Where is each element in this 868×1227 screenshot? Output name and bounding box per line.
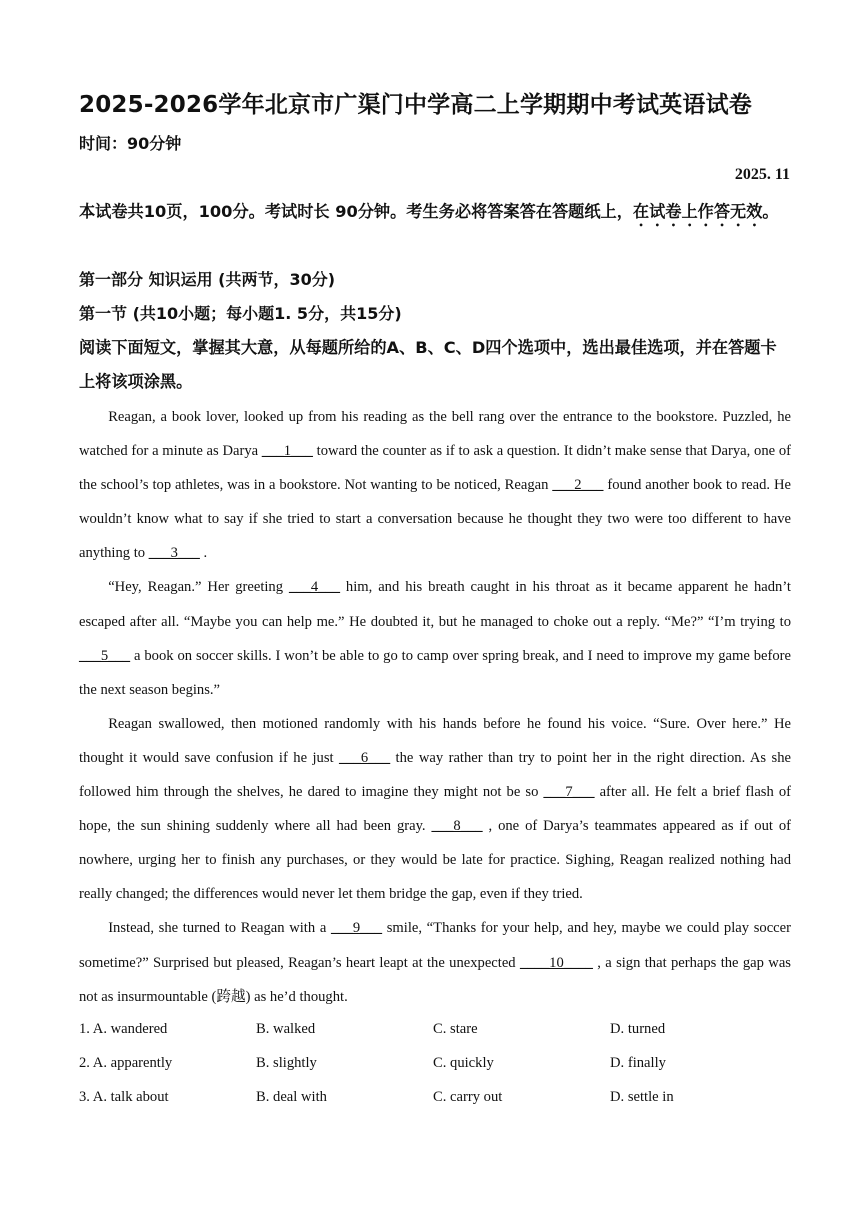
question-row-2	[79, 1049, 791, 1083]
blank-8: ___8___	[431, 818, 483, 835]
blank-4: ___4___	[288, 579, 341, 596]
passage-paragraph-4	[79, 911, 791, 1013]
part-title: 第一部分 知识运用 (共两节，30分)	[79, 270, 336, 289]
passage-text: , a sign that perhaps the gap was not as insurmountable (跨越) as he’d thought.	[79, 954, 791, 1005]
passage-text: toward the counter as if to ask a question. It didn’t make sense that Darya, one of the school’s top athletes, was in a bookstore. Not wanting to be noticed, Reagan	[79, 443, 791, 494]
reading-passage	[79, 400, 791, 1014]
passage-text: .	[199, 545, 208, 562]
option-d: D. finally	[610, 1055, 666, 1071]
question-options	[79, 1015, 791, 1117]
passage-text: him, and his breath caught in his throat as it became apparent he hadn’t escaped after all. “Maybe you can help me.” He doubted it, but he managed to choke out a reply. “Me?” “I’m trying to	[79, 579, 791, 630]
passage-text: found another book to read. He wouldn’t know what to say if she tried to start a conversation because he thought they two were too different to have anything to	[79, 477, 791, 562]
option-b: B. slightly	[256, 1055, 317, 1071]
exam-time: 时间：90分钟	[79, 134, 182, 153]
passage-text: Reagan swallowed, then motioned randomly with his hands before he found his voice. “Sure. Over here.” He thought it would save confusion if he just	[79, 715, 791, 766]
option-a: 2. A. apparently	[79, 1055, 173, 1071]
option-c: C. quickly	[433, 1055, 494, 1071]
option-d: D. settle in	[610, 1089, 674, 1105]
option-a: 3. A. talk about	[79, 1089, 169, 1105]
passage-text: the way rather than try to point her in the right direction. As she followed him through the shelves, he dared to imagine they might not be so	[79, 749, 791, 801]
notice-text: 本试卷共10页，100分。考试时长 90分钟。考生务必将答案答在答题纸上，	[79, 202, 633, 221]
question-row-3	[79, 1083, 791, 1117]
blank-7: ___7___	[543, 784, 595, 801]
option-c: C. carry out	[433, 1089, 503, 1105]
passage-paragraph-3	[79, 707, 791, 912]
exam-notice	[79, 195, 791, 230]
passage-text: Reagan, a book lover, looked up from his reading as the bell rang over the entrance to the bookstore. Puzzled, he watched for a minute as Darya	[79, 409, 791, 460]
option-a: 1. A. wandered	[79, 1021, 168, 1037]
blank-9: ___9___	[330, 920, 383, 937]
question-row-1	[79, 1015, 791, 1049]
passage-text: “Hey, Reagan.” Her greeting	[108, 579, 289, 596]
passage-text: a book on soccer skills. I won’t be able to go to camp over spring break, and I need to improve my game before the next season begins.”	[79, 647, 791, 698]
option-b: B. deal with	[256, 1089, 327, 1105]
exam-title: 2025-2026学年北京市广渠门中学高二上学期期中考试英语试卷	[79, 92, 752, 118]
passage-paragraph-1	[79, 400, 791, 570]
notice-end: 。	[762, 202, 779, 221]
section-title: 第一节 (共10小题；每小题1. 5分，共15分)	[79, 304, 402, 323]
option-d: D. turned	[610, 1021, 666, 1037]
notice-emphasis: 在试卷上作答无效	[632, 202, 763, 221]
exam-date: 2025. 11	[734, 166, 790, 183]
option-b: B. walked	[256, 1021, 316, 1037]
blank-5: ___5___	[79, 647, 131, 664]
blank-2: ___2___	[552, 477, 604, 494]
blank-3: ___3___	[148, 545, 200, 562]
blank-6: ___6___	[339, 749, 391, 766]
section-instruction: 阅读下面短文，掌握其大意，从每题所给的A、B、C、D四个选项中，选出最佳选项，并在答题卡上将该项涂黑。	[79, 338, 777, 391]
passage-text: , one of Darya’s teammates appeared as if out of nowhere, urging her to finish any purchases, or they would be late for practice. Sighing, Reagan realized nothing had really changed; the differences would never let them bridge the gap, even if they tried.	[79, 818, 791, 903]
passage-paragraph-2	[79, 570, 791, 706]
blank-10: ____10____	[519, 954, 593, 971]
passage-text: Instead, she turned to Reagan with a	[108, 920, 331, 937]
option-c: C. stare	[433, 1021, 478, 1037]
blank-1: ___1___	[261, 443, 313, 460]
passage-text: smile, “Thanks for your help, and hey, maybe we could play soccer sometime?” Surprised but pleased, Reagan’s heart leapt at the unexpected	[79, 920, 791, 971]
passage-text: after all. He felt a brief flash of hope, the sun shining suddenly where all had been gray.	[79, 784, 791, 835]
